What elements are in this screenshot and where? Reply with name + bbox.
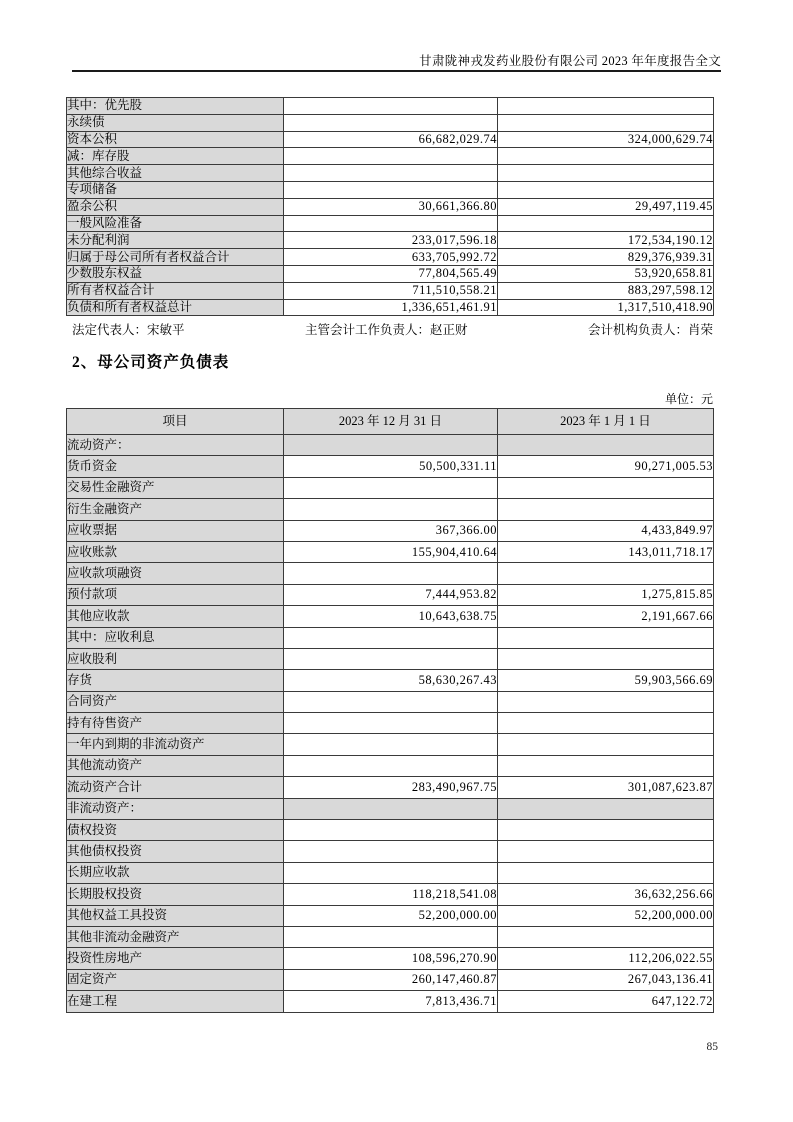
value-cell-current-period: 10,643,638.75: [284, 606, 498, 627]
table-row: [67, 820, 714, 841]
row-label-cell: 归属于母公司所有者权益合计: [67, 249, 284, 266]
row-label-cell: 其他债权投资: [67, 841, 284, 862]
row-label-cell: 减：库存股: [67, 148, 284, 165]
value-cell-prior-period: 1,275,815.85: [498, 584, 714, 605]
row-label-cell: 负债和所有者权益总计: [67, 299, 284, 316]
table-row: [67, 798, 714, 819]
table-row: [67, 841, 714, 862]
value-cell-prior-period: 2,191,667.66: [498, 606, 714, 627]
row-label-cell: 其中：应收利息: [67, 627, 284, 648]
row-label-cell: 盈余公积: [67, 198, 284, 215]
row-label-cell: 在建工程: [67, 991, 284, 1012]
parent-balance-sheet-table: [66, 408, 714, 1013]
row-label-cell: 其中：优先股: [67, 98, 284, 115]
row-label-cell: 投资性房地产: [67, 948, 284, 969]
value-cell-current-period: [284, 215, 498, 232]
value-cell-prior-period: 143,011,718.17: [498, 541, 714, 562]
value-cell-current-period: [284, 627, 498, 648]
value-cell-current-period: [284, 98, 498, 115]
table-row: [67, 905, 714, 926]
table-row: [67, 884, 714, 905]
row-label-cell: 其他非流动金融资产: [67, 926, 284, 947]
row-label-cell: 其他权益工具投资: [67, 905, 284, 926]
value-cell-prior-period: [498, 181, 714, 198]
value-cell-prior-period: 52,200,000.00: [498, 905, 714, 926]
row-label-cell: 应收账款: [67, 541, 284, 562]
row-label-cell: 衍生金融资产: [67, 499, 284, 520]
table-row: [67, 114, 714, 131]
table-row: [67, 991, 714, 1012]
row-label-cell: 存货: [67, 670, 284, 691]
value-cell-prior-period: [498, 713, 714, 734]
table-row: [67, 232, 714, 249]
table-row: [67, 648, 714, 669]
row-label-cell: 流动资产合计: [67, 777, 284, 798]
table-row: [67, 265, 714, 282]
table-row: [67, 215, 714, 232]
value-cell-prior-period: 4,433,849.97: [498, 520, 714, 541]
value-cell-current-period: [284, 862, 498, 883]
table-row: [67, 584, 714, 605]
value-cell-prior-period: [498, 98, 714, 115]
signatory-line: [72, 320, 713, 338]
value-cell-prior-period: [498, 755, 714, 776]
column-header-item: 项目: [67, 409, 284, 435]
document-header-title: 甘肃陇神戎发药业股份有限公司 2023 年年度报告全文: [419, 54, 721, 68]
value-cell-current-period: 108,596,270.90: [284, 948, 498, 969]
row-label-cell: 应收票据: [67, 520, 284, 541]
value-cell-current-period: [284, 713, 498, 734]
value-cell-current-period: 77,804,565.49: [284, 265, 498, 282]
value-cell-current-period: 50,500,331.11: [284, 456, 498, 477]
table-row: [67, 734, 714, 755]
value-cell-prior-period: [498, 627, 714, 648]
value-cell-prior-period: 53,920,658.81: [498, 265, 714, 282]
row-label-cell: 持有待售资产: [67, 713, 284, 734]
value-cell-prior-period: [498, 215, 714, 232]
value-cell-current-period: 66,682,029.74: [284, 131, 498, 148]
value-cell-current-period: [284, 563, 498, 584]
value-cell-prior-period: 172,534,190.12: [498, 232, 714, 249]
row-label-cell: 少数股东权益: [67, 265, 284, 282]
value-cell-current-period: 1,336,651,461.91: [284, 299, 498, 316]
table-row: [67, 969, 714, 990]
table-row: [67, 181, 714, 198]
row-label-cell: 资本公积: [67, 131, 284, 148]
value-cell-current-period: [284, 477, 498, 498]
row-label-cell: 其他综合收益: [67, 165, 284, 182]
value-cell-prior-period: 59,903,566.69: [498, 670, 714, 691]
value-cell-prior-period: 112,206,022.55: [498, 948, 714, 969]
table-row: [67, 435, 714, 456]
row-label-cell: 未分配利润: [67, 232, 284, 249]
row-label-cell: 永续债: [67, 114, 284, 131]
value-cell-current-period: 283,490,967.75: [284, 777, 498, 798]
legal-representative: 法定代表人：宋敏平: [72, 323, 185, 337]
row-label-cell: 应收股利: [67, 648, 284, 669]
table-row: [67, 627, 714, 648]
table-row: [67, 520, 714, 541]
value-cell-prior-period: [498, 165, 714, 182]
table-row: [67, 249, 714, 266]
value-cell-current-period: [284, 648, 498, 669]
table-row: [67, 606, 714, 627]
value-cell-current-period: 7,813,436.71: [284, 991, 498, 1012]
row-label-cell: 专项储备: [67, 181, 284, 198]
table-row: [67, 282, 714, 299]
table-row: [67, 299, 714, 316]
value-cell-prior-period: [498, 435, 714, 456]
value-cell-current-period: [284, 114, 498, 131]
table-row: [67, 563, 714, 584]
column-header-2023-01-01: 2023 年 1 月 1 日: [498, 409, 714, 435]
value-cell-current-period: 260,147,460.87: [284, 969, 498, 990]
row-label-cell: 流动资产：: [67, 435, 284, 456]
value-cell-current-period: 711,510,558.21: [284, 282, 498, 299]
accounting-org-head: 会计机构负责人：肖荣: [587, 323, 713, 337]
value-cell-prior-period: 324,000,629.74: [498, 131, 714, 148]
row-label-cell: 债权投资: [67, 820, 284, 841]
table-row: [67, 499, 714, 520]
row-label-cell: 固定资产: [67, 969, 284, 990]
value-cell-current-period: 633,705,992.72: [284, 249, 498, 266]
value-cell-current-period: [284, 435, 498, 456]
row-label-cell: 一年内到期的非流动资产: [67, 734, 284, 755]
value-cell-current-period: [284, 798, 498, 819]
table-row: [67, 456, 714, 477]
value-cell-prior-period: 1,317,510,418.90: [498, 299, 714, 316]
value-cell-current-period: [284, 181, 498, 198]
value-cell-prior-period: 29,497,119.45: [498, 198, 714, 215]
unit-note: 单位：元: [664, 392, 713, 406]
value-cell-current-period: 233,017,596.18: [284, 232, 498, 249]
value-cell-prior-period: [498, 148, 714, 165]
value-cell-current-period: 155,904,410.64: [284, 541, 498, 562]
row-label-cell: 其他应收款: [67, 606, 284, 627]
value-cell-current-period: 367,366.00: [284, 520, 498, 541]
value-cell-prior-period: [498, 841, 714, 862]
value-cell-prior-period: 90,271,005.53: [498, 456, 714, 477]
value-cell-current-period: [284, 734, 498, 755]
table-row: [67, 131, 714, 148]
table-row: [67, 165, 714, 182]
row-label-cell: 其他流动资产: [67, 755, 284, 776]
table-row: [67, 148, 714, 165]
value-cell-prior-period: [498, 820, 714, 841]
value-cell-current-period: [284, 820, 498, 841]
table-row: [67, 948, 714, 969]
column-header-2023-12-31: 2023 年 12 月 31 日: [284, 409, 498, 435]
value-cell-current-period: [284, 165, 498, 182]
accounting-head: 主管会计工作负责人：赵正财: [304, 323, 468, 337]
consolidated-balance-sheet-tail-table: [66, 97, 714, 316]
value-cell-prior-period: [498, 499, 714, 520]
row-label-cell: 合同资产: [67, 691, 284, 712]
row-label-cell: 应收款项融资: [67, 563, 284, 584]
row-label-cell: 长期应收款: [67, 862, 284, 883]
row-label-cell: 一般风险准备: [67, 215, 284, 232]
value-cell-prior-period: [498, 734, 714, 755]
value-cell-prior-period: [498, 862, 714, 883]
table-row: [67, 541, 714, 562]
header-rule: [72, 70, 721, 72]
table-row: [67, 477, 714, 498]
value-cell-prior-period: 647,122.72: [498, 991, 714, 1012]
value-cell-prior-period: 829,376,939.31: [498, 249, 714, 266]
value-cell-prior-period: 267,043,136.41: [498, 969, 714, 990]
table-row: [67, 862, 714, 883]
value-cell-current-period: [284, 841, 498, 862]
value-cell-current-period: 118,218,541.08: [284, 884, 498, 905]
value-cell-current-period: [284, 926, 498, 947]
page-number: 85: [706, 1041, 718, 1053]
value-cell-prior-period: [498, 563, 714, 584]
value-cell-prior-period: [498, 477, 714, 498]
value-cell-current-period: 52,200,000.00: [284, 905, 498, 926]
value-cell-prior-period: [498, 798, 714, 819]
value-cell-current-period: [284, 755, 498, 776]
section-title: 2、母公司资产负债表: [72, 354, 230, 371]
row-label-cell: 长期股权投资: [67, 884, 284, 905]
value-cell-current-period: [284, 148, 498, 165]
table-row: [67, 713, 714, 734]
value-cell-current-period: [284, 691, 498, 712]
table-row: [67, 926, 714, 947]
value-cell-prior-period: 301,087,623.87: [498, 777, 714, 798]
row-label-cell: 所有者权益合计: [67, 282, 284, 299]
value-cell-current-period: 30,661,366.80: [284, 198, 498, 215]
value-cell-prior-period: [498, 648, 714, 669]
value-cell-prior-period: 36,632,256.66: [498, 884, 714, 905]
value-cell-prior-period: [498, 926, 714, 947]
table-row: [67, 691, 714, 712]
table-row: [67, 670, 714, 691]
value-cell-current-period: 7,444,953.82: [284, 584, 498, 605]
row-label-cell: 货币资金: [67, 456, 284, 477]
row-label-cell: 预付款项: [67, 584, 284, 605]
table-row: [67, 198, 714, 215]
value-cell-current-period: 58,630,267.43: [284, 670, 498, 691]
row-label-cell: 交易性金融资产: [67, 477, 284, 498]
value-cell-prior-period: [498, 691, 714, 712]
value-cell-prior-period: 883,297,598.12: [498, 282, 714, 299]
table-row: [67, 777, 714, 798]
table-row: [67, 98, 714, 115]
row-label-cell: 非流动资产：: [67, 798, 284, 819]
table-header-row: [67, 409, 714, 435]
value-cell-prior-period: [498, 114, 714, 131]
table-row: [67, 755, 714, 776]
value-cell-current-period: [284, 499, 498, 520]
